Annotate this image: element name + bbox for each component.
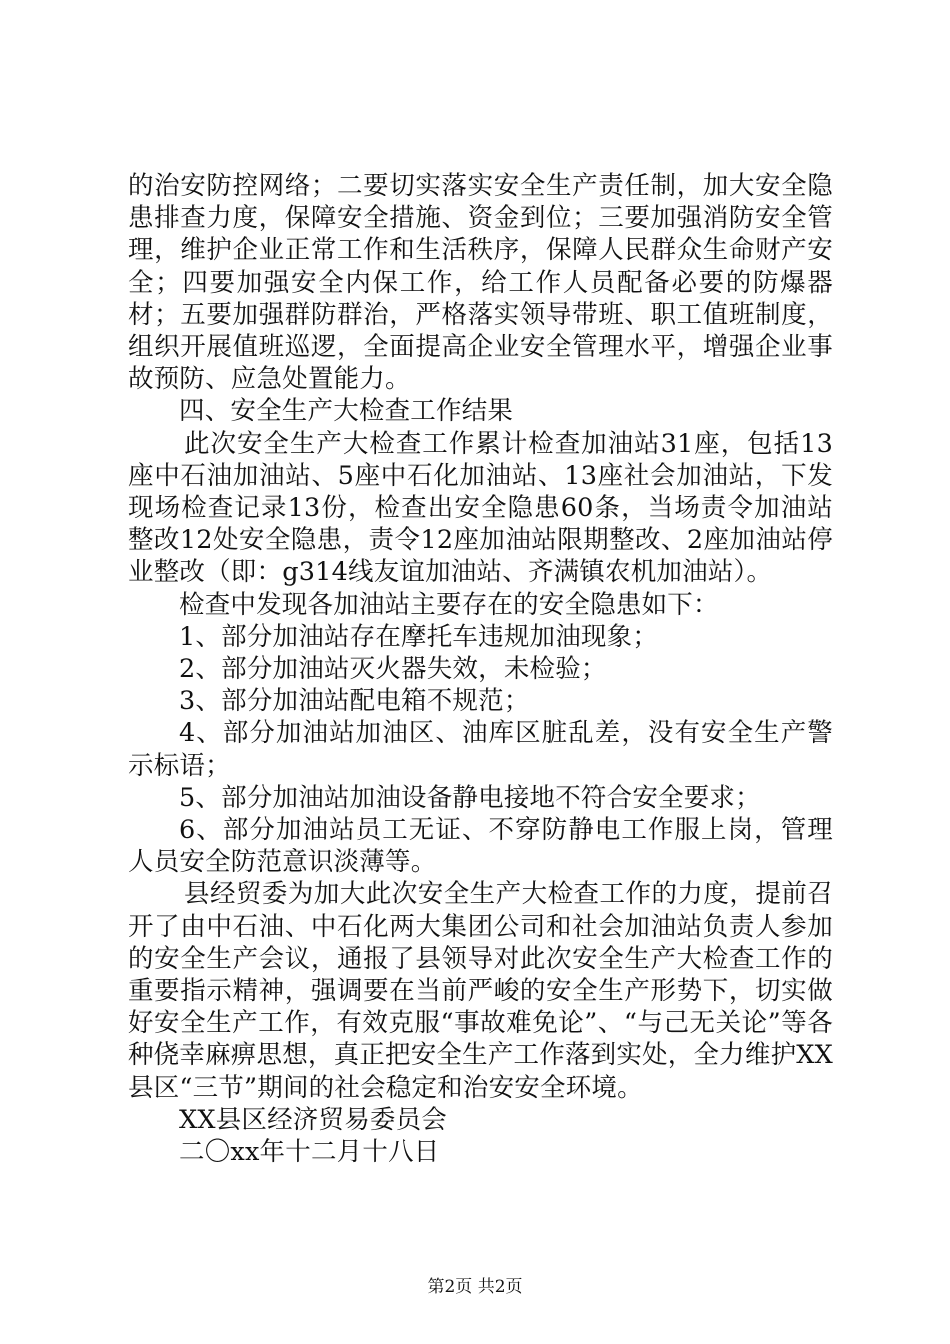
page-number: 第2页 共2页 bbox=[427, 1277, 523, 1297]
paragraph-meeting: 县经贸委为加大此次安全生产大检查工作的力度，提前召开了由中石油、中石化两大集团公司和社会加油站负责人参加的安全生产会议，通报了县领导对此次安全生产大检查工作的重要指示精神，强调要在当前严峻的安全生产形势下，切实做好安全生产工作，有效克服“事故难免论”、“与己无关论”等各种侥幸麻痹思想，真正把安全生产工作落到实处，全力维护XX县区“三节”期间的社会稳定和治安安全环境。 bbox=[128, 879, 833, 1103]
signature-organization: XX县区经济贸易委员会 bbox=[179, 1104, 448, 1135]
paragraph-inspection-summary: 此次安全生产大检查工作累计检查加油站31座，包括13座中石油加油站、5座中石化加油站、13座社会加油站，下发现场检查记录13份，检查出安全隐患60条，当场责令加油站整改12处安全隐患，责令12座加油站限期整改、2座加油站停业整改（即：g314线友谊加油站、齐满镇农机加油站）。 bbox=[128, 428, 833, 588]
hazard-item-3: 3、部分加油站配电箱不规范； bbox=[179, 686, 530, 717]
hazard-item-1: 1、部分加油站存在摩托车违规加油现象； bbox=[179, 621, 659, 652]
hazard-item-4: 4、部分加油站加油区、油库区脏乱差，没有安全生产警示标语； bbox=[128, 718, 833, 781]
signature-date: 二〇xx年十二月十八日 bbox=[179, 1137, 440, 1168]
hazard-item-2: 2、部分加油站灭火器失效，未检验； bbox=[179, 654, 607, 685]
page-footer bbox=[0, 1277, 950, 1297]
section-heading-results: 四、安全生产大检查工作结果 bbox=[179, 396, 514, 427]
hazard-item-6: 6、部分加油站员工无证、不穿防静电工作服上岗，管理人员安全防范意识淡薄等。 bbox=[128, 815, 833, 878]
hazard-item-5: 5、部分加油站加油设备静电接地不符合安全要求； bbox=[179, 782, 761, 813]
paragraph-safety-measures: 的治安防控网络；二要切实落实安全生产责任制，加大安全隐患排查力度，保障安全措施、资金到位；三要加强消防安全管理，维护企业正常工作和生活秩序，保障人民群众生命财产安全；四要加强安全内保工作，给工作人员配备必要的防爆器材；五要加强群防群治，严格落实领导带班、职工值班制度，组织开展值班巡逻，全面提高企业安全管理水平，增强企业事故预防、应急处置能力。 bbox=[128, 171, 833, 395]
document-body bbox=[128, 170, 833, 1168]
paragraph-hazards-intro: 检查中发现各加油站主要存在的安全隐患如下： bbox=[179, 589, 719, 620]
